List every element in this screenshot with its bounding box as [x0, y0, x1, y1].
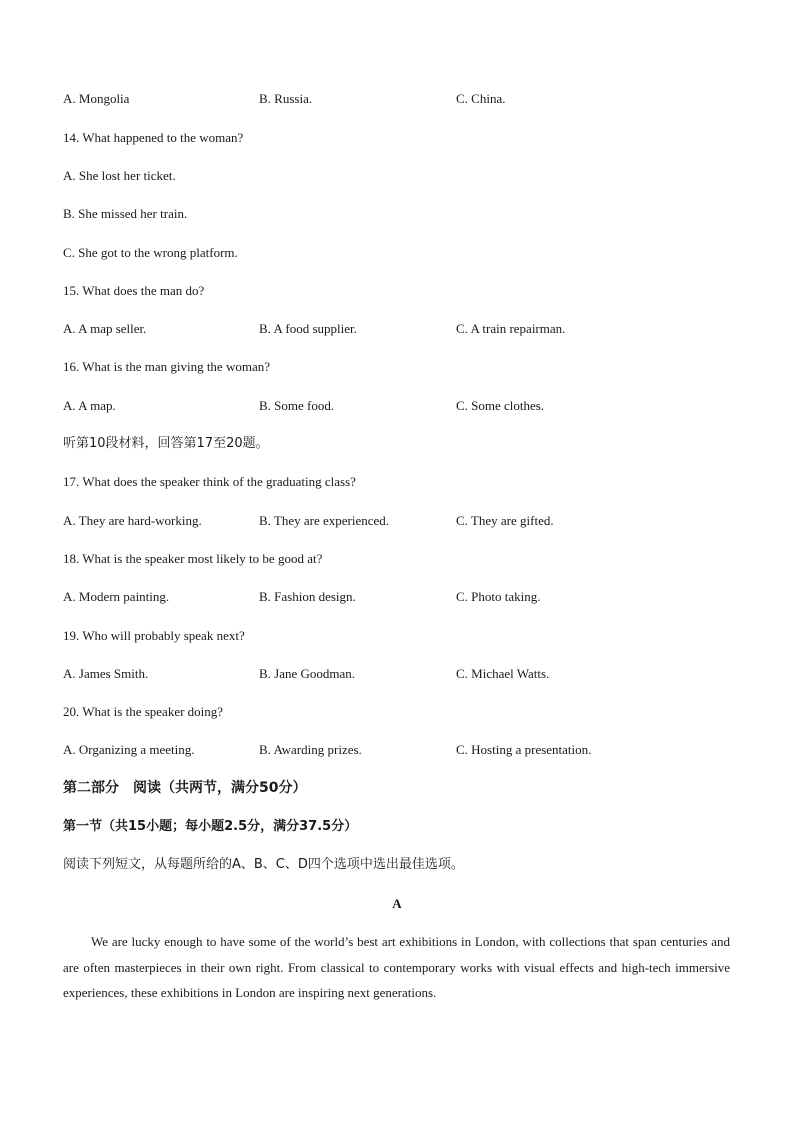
section-instruction: 听第10段材料，回答第17至20题。 [63, 436, 269, 451]
q19-option-c: C. Michael Watts. [456, 666, 550, 681]
passage-paragraph: We are lucky enough to have some of the world’s best art exhibitions in London, with collections that span centuries and are often masterpieces in their own right. From classical to contemporary works with visual effects and high-tech immersive experiences, these exhibitions in London are inspiring next generations. [63, 934, 730, 1000]
part2-heading: 第二部分 阅读（共两节，满分50分） [63, 780, 307, 796]
q18-option-a: A. Modern painting. [63, 589, 170, 604]
q20-option-a: A. Organizing a meeting. [63, 742, 195, 757]
q14-question: 14. What happened to the woman? [63, 130, 244, 145]
q13-option-b: B. Russia. [259, 91, 313, 106]
q20-question: 20. What is the speaker doing? [63, 704, 224, 719]
q15-option-c: C. A train repairman. [456, 321, 566, 336]
q18-question: 18. What is the speaker most likely to be good at? [63, 551, 323, 566]
q17-question: 17. What does the speaker think of the graduating class? [63, 474, 356, 489]
q14-option-b: B. She missed her train. [63, 206, 188, 221]
q17-option-a: A. They are hard-working. [63, 513, 202, 528]
q19-option-a: A. James Smith. [63, 666, 149, 681]
q13-option-c: C. China. [456, 91, 506, 106]
q16-question: 16. What is the man giving the woman? [63, 359, 270, 374]
q15-option-a: A. A map seller. [63, 321, 147, 336]
q17-option-c: C. They are gifted. [456, 513, 554, 528]
q16-option-b: B. Some food. [259, 398, 335, 413]
q15-question: 15. What does the man do? [63, 283, 205, 298]
q20-option-c: C. Hosting a presentation. [456, 742, 592, 757]
reading-instruction: 阅读下列短文，从每题所给的A、B、C、D四个选项中选出最佳选项。 [63, 857, 464, 872]
q20-option-b: B. Awarding prizes. [259, 742, 362, 757]
q18-option-c: C. Photo taking. [456, 589, 541, 604]
q19-option-b: B. Jane Goodman. [259, 666, 356, 681]
q14-option-c: C. She got to the wrong platform. [63, 245, 238, 260]
q15-option-b: B. A food supplier. [259, 321, 357, 336]
q18-option-b: B. Fashion design. [259, 589, 356, 604]
q17-option-b: B. They are experienced. [259, 513, 390, 528]
q13-option-a: A. Mongolia [63, 91, 130, 106]
q16-option-a: A. A map. [63, 398, 116, 413]
q14-option-a: A. She lost her ticket. [63, 168, 176, 183]
passage-label: A [392, 896, 402, 911]
q19-question: 19. Who will probably speak next? [63, 628, 245, 643]
section1-heading: 第一节（共15小题；每小题2.5分，满分37.5分） [63, 819, 358, 834]
q16-option-c: C. Some clothes. [456, 398, 545, 413]
